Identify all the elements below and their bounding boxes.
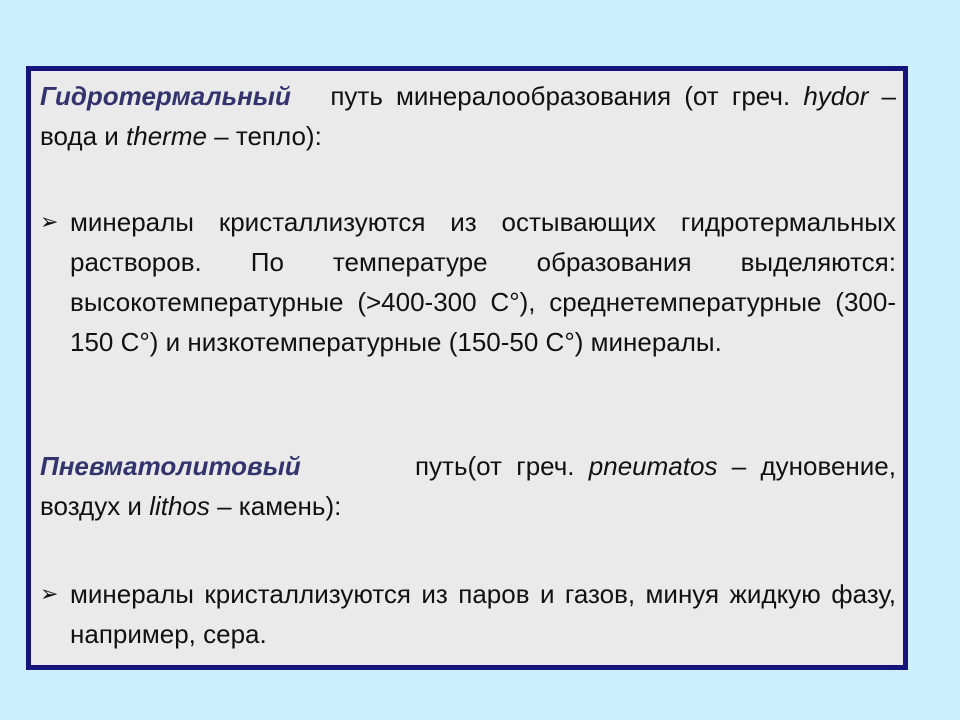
arrow-bullet-icon: ➢ [40,581,59,606]
section-text-part: путь минералообразования (от греч. [330,81,804,111]
bullet-pneumatolytic [40,574,896,654]
term-pneumatolytic: Пневматолитовый [40,451,301,481]
arrow-bullet-icon: ➢ [40,209,59,234]
greek-word-hydor: hydor [803,81,869,111]
section-text-part: – вода и [40,81,897,151]
section-text-part: – дуновение, воздух и [40,451,896,521]
section-text-part: – тепло): [206,121,322,151]
bullet-hydrothermal [40,202,896,362]
greek-word-lithos: lithos [149,491,210,521]
section-text-part: путь(от греч. [414,451,589,481]
bullet-text: минералы кристаллизуются из паров и газов, минуя жидкую фазу, например, сера. [70,579,896,649]
bullet-text: минералы кристаллизуются из остывающих гидротермальных растворов. По температуре образования выделяются: высокотемпературные (>400-300 С°), среднетемпературные (300-150 С°) и низкотемпературные (150-50 С°) минералы. [70,207,896,357]
greek-word-pneumatos: pneumatos [588,451,718,481]
section-pneumatolytic [40,446,896,526]
section-hydrothermal [40,76,896,156]
term-hydrothermal: Гидротермальный [40,81,291,111]
greek-word-therme: therme [126,121,207,151]
section-text-part: – камень): [209,491,342,521]
